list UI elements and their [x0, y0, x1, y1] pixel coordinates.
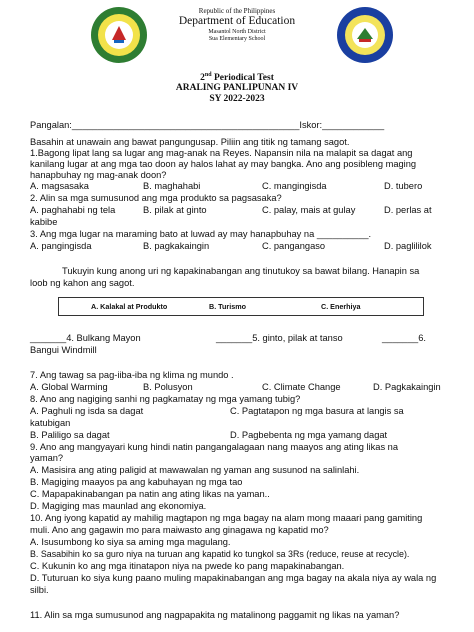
department-name: Department of Education [178, 15, 296, 27]
part-2-instructions-line-2: loob ng kahon ang sagot. [30, 278, 135, 288]
choice[interactable]: D. Pagkakaingin [373, 382, 441, 392]
question-9-line-2: yaman? [30, 453, 64, 463]
answer-choices-box [58, 297, 424, 316]
choice[interactable]: B. Polusyon [143, 382, 193, 392]
part-2-item-continued: Bangui Windmill [30, 345, 97, 355]
choice[interactable]: C. mangingisda [262, 181, 327, 191]
question-1-line-2: kanilang lugar at ang mga tao doon ay halos lahat ay may bangka. Ano ang posibleng maging [30, 159, 417, 169]
republic-text: Republic of the Philippines [198, 7, 276, 15]
choice[interactable]: B. Paliligo sa dagat [30, 430, 110, 440]
question-10-choice-a[interactable]: A. Isusumbong ko siya sa aming mga magulang. [30, 537, 231, 547]
subject-title: ARALING PANLIPUNAN IV [175, 83, 299, 93]
box-option: B. Turismo [209, 302, 247, 311]
instructions: Basahin at unawain ang bawat pangungusap. Piliin ang titik ng tamang sagot. [30, 137, 350, 147]
identification-item[interactable]: _______5. ginto, pilak at tanso [216, 333, 343, 343]
question-10-choice-b[interactable]: B. Sasabihin ko sa guro niya na turuan ang kapatid ko tungkol sa 3Rs (reduce, reuse at recycle). [30, 549, 410, 559]
school-name: Sua Elementary School [208, 36, 266, 42]
question-10-line-2: muli. Ano ang gagawin mo para maiwasto ang ginagawa ng kapatid mo? [30, 525, 329, 535]
box-option: C. Enerhiya [321, 302, 361, 311]
choice[interactable]: A. magsasaka [30, 181, 89, 191]
question-9-choice-d[interactable]: D. Magiging mas maunlad ang ekonomiya. [30, 501, 207, 511]
choice[interactable]: C. Climate Change [262, 382, 341, 392]
question-8-choice-continued: katubigan [30, 418, 71, 428]
choice[interactable]: D. paglililok [384, 241, 432, 251]
question-2-choice-continued: kabibe [30, 217, 58, 227]
school-year: SY 2022-2023 [209, 94, 265, 104]
question-1-line-1: 1.Bagong lipat lang sa lugar ang mag-anak na Reyes. Napansin nila na malapit sa dagat ang [30, 148, 413, 158]
test-title: 2nd Periodical Test [200, 72, 274, 84]
question-9-choice-c[interactable]: C. Mapapakinabangan pa natin ang ating likas na yaman.. [30, 489, 270, 499]
box-option: A. Kalakal at Produkto [91, 302, 168, 311]
question-10-choice-d[interactable]: D. Tuturuan ko siya kung paano muling mapakinabangan ang mga bagay na akala niya ay wala ng [30, 573, 437, 583]
question-3: 3. Ang mga lugar na maraming bato at luwad ay may hanapbuhay na __________. [30, 229, 372, 239]
choice[interactable]: D. perlas at [384, 205, 432, 215]
part-2-instructions-line-1: Tukuyin kung anong uri ng kapakinabangan ang tinutukoy sa bawat bilang. Hanapin sa [62, 266, 420, 276]
district-name: Masantol North District [208, 29, 266, 35]
choice[interactable]: C. pangangaso [262, 241, 326, 251]
question-10-choice-c[interactable]: C. Kukunin ko ang mga itinatapon niya na pwede ko pang mapakinabangan. [30, 561, 345, 571]
question-10-line-1: 10. Ang iyong kapatid ay mahilig magtapon ng mga bagay na alam mong maaari pang gamiting [30, 513, 423, 523]
choice[interactable]: B. maghahabi [143, 181, 201, 191]
question-9-line-1: 9. Ano ang mangyayari kung hindi natin pangangalagaan nang maayos ang ating likas na [30, 442, 399, 452]
question-2: 2. Alin sa mga sumusunod ang mga produkto sa pagsasaka? [30, 193, 282, 203]
choice[interactable]: A. Paghuli ng isda sa dagat [30, 406, 144, 416]
identification-item[interactable]: _______4. Bulkang Mayon [30, 333, 141, 343]
question-9-choice-a[interactable]: A. Masisira ang ating paligid at mawawalan ng yaman ang susunod na salinlahi. [30, 465, 360, 475]
choice[interactable]: C. Pagtatapon ng mga basura at langis sa [230, 406, 404, 416]
choice[interactable]: B. pilak at ginto [143, 205, 207, 215]
question-7: 7. Ang tawag sa pag-iiba-iba ng klima ng mundo . [30, 370, 234, 380]
question-9-choice-b[interactable]: B. Magiging maayos pa ang kabuhayan ng mga tao [30, 477, 243, 487]
choice[interactable]: A. Global Warming [30, 382, 108, 392]
question-1-line-3: hanapbuhay ng mag-anak doon? [30, 170, 167, 180]
choice[interactable]: D. tubero [384, 181, 423, 191]
choice[interactable]: B. pagkakaingin [143, 241, 210, 251]
name-score-line: Pangalan:____________________________________________Iskor:____________ [30, 120, 385, 130]
question-8: 8. Ano ang nagiging sanhi ng pagkamatay ng mga yamang tubig? [30, 394, 301, 404]
choice[interactable]: D. Pagbebenta ng mga yamang dagat [230, 430, 388, 440]
choice[interactable]: C. palay, mais at gulay [262, 205, 356, 215]
identification-item[interactable]: _______6. [382, 333, 426, 343]
question-11: 11. Alin sa mga sumusunod ang nagpapakita ng matalinong paggamit ng likas na yaman? [30, 610, 400, 620]
choice[interactable]: A. paghahabi ng tela [30, 205, 116, 215]
choice[interactable]: A. pangingisda [30, 241, 92, 251]
question-10-choice-d-continued: silbi. [30, 585, 49, 595]
